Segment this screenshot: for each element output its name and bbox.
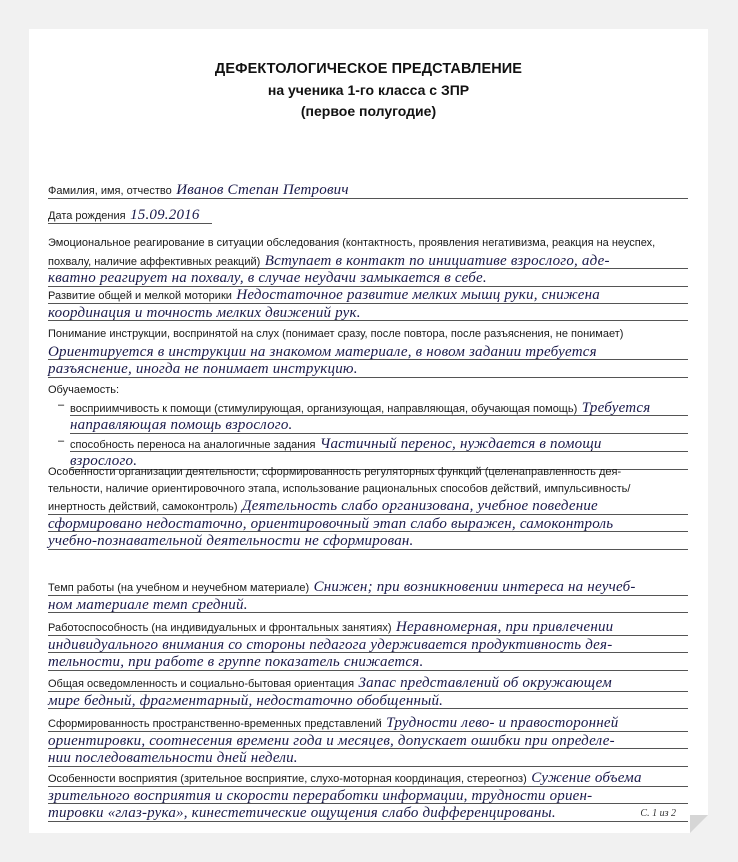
- workability-value-1: Неравномерная, при привлечении: [395, 619, 614, 635]
- awareness-value-2: мире бедный, фрагментарный, недостаточно обобщенный.: [48, 692, 444, 709]
- perception-value-3: тировки «глаз-рука», кинестетические ощущения слабо дифференцированы.: [48, 805, 556, 821]
- organization-value-3: учебно-познавательной деятельности не сформирован.: [48, 533, 414, 549]
- tempo-value-2: ном материале темп средний.: [48, 596, 248, 613]
- name-value: Иванов Степан Петрович: [176, 182, 349, 198]
- instruction-value-2: разъяснение, иногда не понимает инструкцию.: [48, 361, 358, 377]
- organization-label-3: инертность действий, самоконтроль): [48, 501, 238, 513]
- emotion-field: [48, 235, 688, 287]
- workability-label: Работоспособность (на индивидуальных и фронтальных занятиях): [48, 622, 392, 634]
- bullet-dash: –: [58, 398, 65, 411]
- organization-value-2: сформировано недостаточно, ориентировочный этап слабо выражен, самоконтроль: [48, 515, 614, 532]
- perception-label: Особенности восприятия (зрительное восприятие, слухо-моторная координация, стереогноз): [48, 773, 527, 785]
- workability-value-2: индивидуального внимания со стороны педагога удерживается продуктивность дея-: [48, 636, 613, 653]
- birth-field: [48, 206, 688, 224]
- page-number: С. 1 из 2: [640, 808, 676, 819]
- birth-value: 15.09.2016: [130, 207, 200, 223]
- learn-transfer-value-2: взрослого.: [70, 453, 138, 469]
- document-page: [29, 29, 708, 833]
- motor-value-2: координация и точность мелких движений рук.: [48, 304, 361, 321]
- bullet-dash: –: [58, 434, 65, 447]
- emotion-label-1: Эмоциональное реагирование в ситуации обследования (контактность, проявления негативизма, реакция на неуспех,: [48, 237, 656, 249]
- spatial-value-1: Трудности лево- и правосторонней: [386, 715, 619, 731]
- document-period: (первое полугодие): [300, 103, 437, 119]
- learn-help-value-2: направляющая помощь взрослого.: [70, 417, 293, 433]
- organization-field: [48, 464, 688, 550]
- instruction-value-1: Ориентируется в инструкции на знакомом материале, в новом задании требуется: [48, 343, 597, 360]
- learnability-field: [48, 382, 688, 470]
- spatial-field: [48, 714, 688, 767]
- emotion-value-2: кватно реагирует на похвалу, в случае неудачи замыкается в себе.: [48, 270, 487, 286]
- learn-transfer-value-1: Частичный перенос, нуждается в помощи: [319, 435, 602, 452]
- emotion-label-2: похвалу, наличие аффективных реакций): [48, 255, 261, 268]
- instruction-field: [48, 326, 688, 378]
- perception-value-2: зрительного восприятия и скорости переработки информации, трудности ориен-: [48, 787, 593, 804]
- perception-field: [48, 769, 688, 822]
- workability-value-3: тельности, при работе в группе показатель снижается.: [48, 654, 424, 670]
- spatial-label: Сформированность пространственно-временных представлений: [48, 718, 382, 730]
- tempo-field: [48, 578, 688, 613]
- motor-label: Развитие общей и мелкой моторики: [48, 290, 232, 302]
- birth-label: Дата рождения: [48, 210, 126, 222]
- motor-field: [48, 286, 688, 321]
- perception-value-1: Сужение объема: [531, 770, 642, 786]
- document-title: ДЕФЕКТОЛОГИЧЕСКОЕ ПРЕДСТАВЛЕНИЕ: [214, 61, 523, 77]
- awareness-label: Общая осведомленность и социально-бытовая ориентация: [48, 678, 355, 690]
- organization-label-1: Особенности организации деятельности, сформированность регуляторных функций (целенаправленность дея-: [48, 466, 622, 478]
- learn-help-value-1: Требуется: [581, 399, 651, 416]
- spatial-value-3: нии последовательности дней недели.: [48, 750, 298, 766]
- awareness-value-1: Запас представлений об окружающем: [358, 675, 612, 691]
- spatial-value-2: ориентировки, соотнесения времени года и месяцев, допускает ошибки при определе-: [48, 732, 615, 749]
- name-label: Фамилия, имя, отчество: [48, 185, 172, 197]
- document-subtitle: на ученика 1-го класса с ЗПР: [267, 82, 470, 98]
- instruction-label: Понимание инструкции, воспринятой на слух (понимает сразу, после повтора, после разъяснения, не понимает): [48, 328, 624, 340]
- learn-help-label: восприимчивость к помощи (стимулирующая, организующая, направляющая, обучающая помощь): [70, 402, 578, 415]
- emotion-value-1: Вступает в контакт по инициативе взрослого, аде-: [264, 252, 610, 269]
- awareness-field: [48, 674, 688, 709]
- tempo-label: Темп работы (на учебном и неучебном материале): [48, 582, 310, 594]
- workability-field: [48, 618, 688, 671]
- learn-transfer-label: способность переноса на аналогичные задания: [70, 438, 316, 451]
- name-field: [48, 181, 688, 199]
- tempo-value-1: Снижен; при возникновении интереса на неучеб-: [313, 579, 636, 595]
- motor-value-1: Недостаточное развитие мелких мышц руки, снижена: [236, 287, 600, 303]
- learnability-label: Обучаемость:: [48, 384, 120, 396]
- organization-value-1: Деятельность слабо организована, учебное поведение: [241, 498, 598, 514]
- organization-label-2: тельности, наличие ориентировочного этапа, использование рациональных способов действий, импульсивность/: [48, 482, 631, 495]
